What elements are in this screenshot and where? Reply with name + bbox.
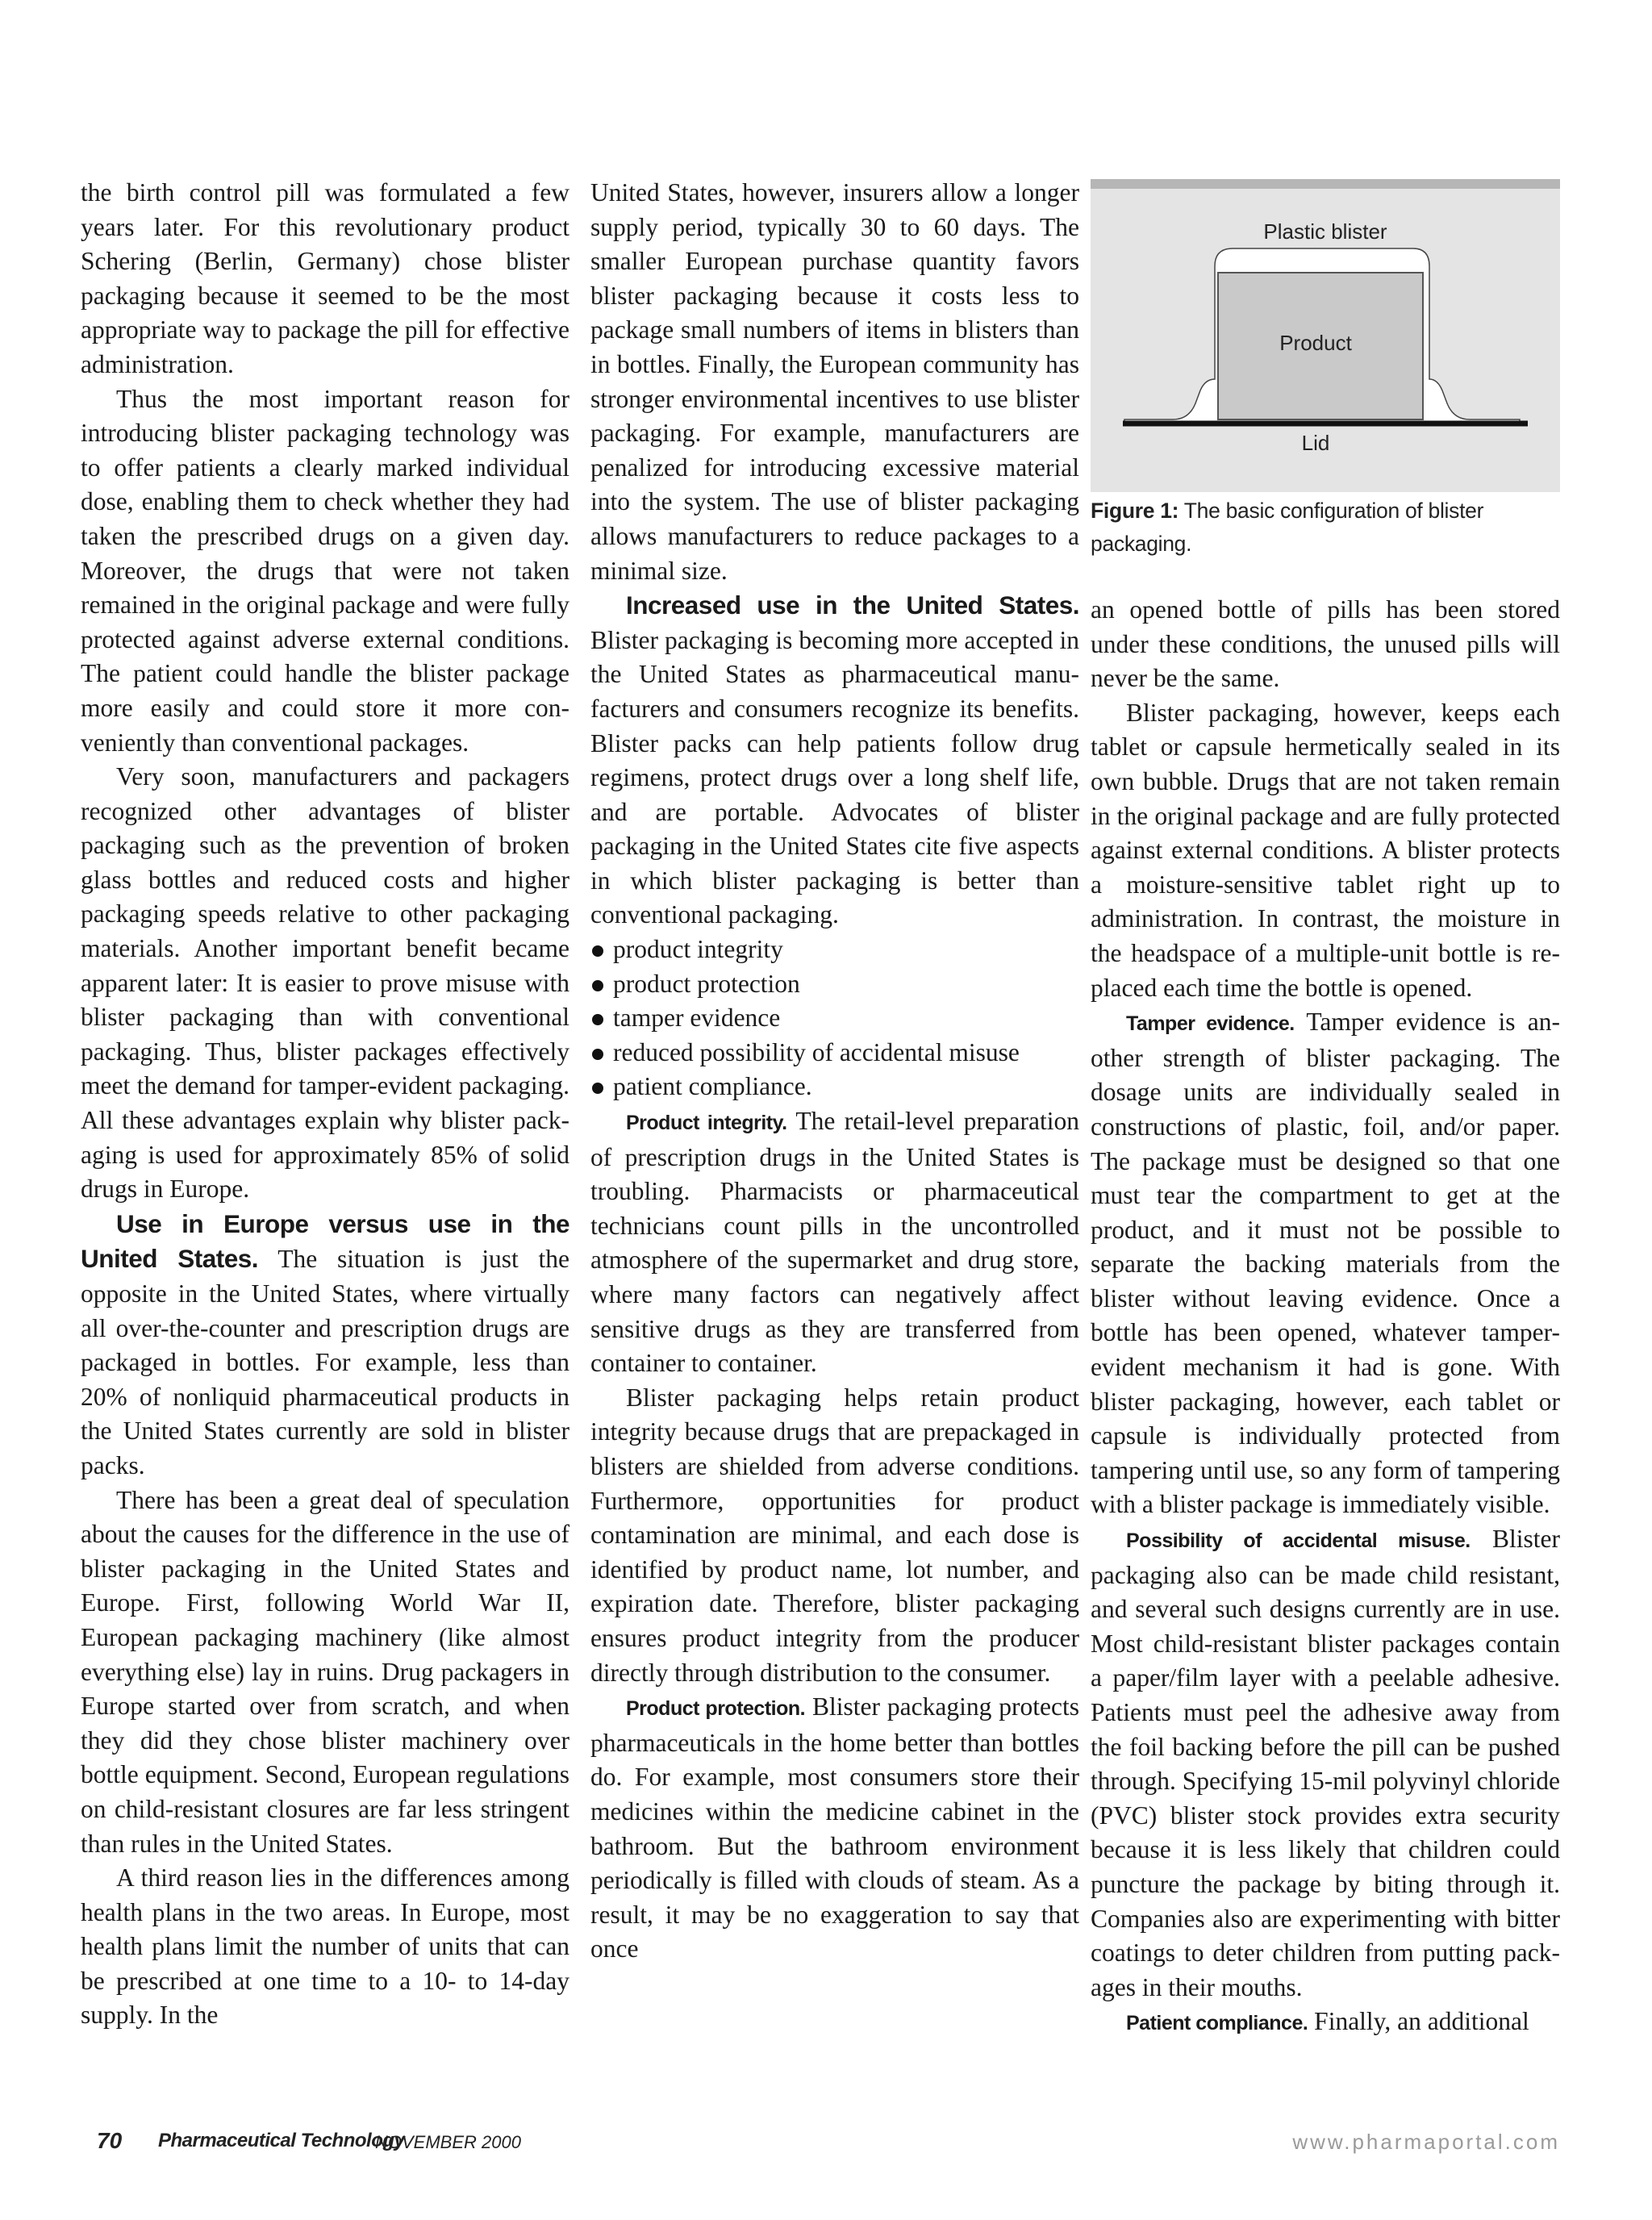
page-footer — [81, 2128, 1560, 2160]
list-item: reduced possibility of accidental misuse — [590, 1036, 1079, 1070]
paragraph: the birth control pill was formulated a few years later. For this revolutionary product Schering (Berlin, Germany) chose blister packaging because it seemed to be the most appropriate way to package the pill for effective administration. — [81, 178, 569, 378]
blister-diagram-svg — [1091, 189, 1560, 492]
page-number: 70 — [97, 2128, 123, 2153]
paragraph-text: Blister packaging protects pharmaceuticals in the home better than bottles do. For example, most consumers store their medicines within the medicine cabinet in the bathroom. But the bathroom environment periodically is filled with clouds of steam. As a result, it may be no exaggeration to say that once — [590, 1692, 1079, 1963]
paragraph-text: Tamper evidence is another strength of blister packaging. The dosage units are individually sealed in constructions of plastic, foil, and/or paper. The package must be designed so that one must tear the compartment to get at the product, and it must not be possible to separate the backing materials from the blister without leaving evidence. Once a bottle has been opened, whatever tamper-evident mechanism it had is gone. With blister packaging, however, each tablet or capsule is individually protected from tampering until use, so any form of tampering with a blister package is immediately visible. — [1091, 1008, 1560, 1519]
caption-label: Figure 1: — [1091, 499, 1179, 523]
label-product: Product — [1279, 331, 1352, 355]
paragraph-text: The retail-level preparation of prescription drugs in the United States is troubling. Pharmacists or pharmaceutical technicians count pills in the uncontrolled atmosphere of the supermarket and drug store, where many factors can negatively affect sensitive drugs as they are transferred from container to container. — [590, 1107, 1079, 1378]
figure-caption — [1091, 494, 1542, 561]
subsection-heading: Product integrity. — [626, 1112, 787, 1135]
subsection-heading: Patient compliance. — [1126, 2012, 1308, 2035]
paragraph-text: The situation is just the opposite in the United States, where virtually all over-the-counter and prescription drugs are packaged in bottles. For example, less than 20% of nonliquid pharmaceutical products in the United States currently are sold in blister packs. — [81, 1245, 570, 1479]
column-3 — [1091, 593, 1560, 2041]
list-item: product integrity — [590, 933, 1079, 967]
paragraph: Blister packaging, however, keeps each tablet or capsule hermetically sealed in its own bubble. Drugs that are not taken remain in the original package and are fully protected against external conditions. A blister protects a moisture-sensitive tablet right up to administration. In contrast, the moisture in the headspace of a multiple-unit bottle is replaced each time the bottle is opened. — [1091, 698, 1560, 1002]
column-2 — [590, 176, 1079, 1967]
section-heading: Use in Europe versus use in the United States. — [81, 1208, 569, 1274]
paragraph-text: Finally, an additional — [1308, 2007, 1529, 2036]
journal-name: Pharmaceutical Technology — [158, 2130, 405, 2151]
paragraph-text: Blister packaging also can be made child resistant, and several such designs currently are in use. Most child-resistant blister packages contain a paper/film layer with a peelable adhesive. Patients must peel the adhesive away from the foil backing before the pill can be pushed through. Specifying 15-mil polyvinyl chloride (PVC) blister stock provides extra security because it is less likely that children could puncture the package by biting through it. Companies also are experimenting with bitter coatings to deter children from putting packages in their mouths. — [1091, 1525, 1560, 2001]
blister-diagram — [1091, 189, 1560, 492]
paragraph — [1091, 1005, 1560, 1522]
figure-top-rule — [1091, 179, 1560, 189]
paragraph: Thus the most important reason for introducing blister packaging technology was to offer patients a clearly marked individual dose, enabling them to check whether they had taken the prescribed drugs on a given day. Moreover, the drugs that were not taken remained in the original package and were fully protected against adverse external conditions. The patient could handle the blister package more easily and could store it more conveniently than conventional packages. — [81, 384, 569, 757]
paragraph-text: Blister packaging is becoming more accepted in the United States as pharmaceutical manufacturers and consumers recognize its benefits. Blister packs can help patients follow drug regimens, protect drugs over a long shelf life, and are portable. Advocates of blister packaging in the United States cite five aspects in which blister packaging is better than conventional packaging. — [590, 625, 1079, 929]
paragraph: United States, however, insurers allow a longer supply period, typically 30 to 60 days. The smaller European purchase quantity favors blister packaging because it costs less to package small numbers of items in blisters than in bottles. Finally, the European community has stronger environmental incentives to use blister packaging. For example, manufacturers are penalized for introducing excessive material into the system. The use of blister packaging allows manufacturers to reduce packages to a minimal size. — [590, 178, 1079, 585]
paragraph — [590, 1104, 1079, 1381]
paragraph — [1091, 1522, 1560, 2005]
column-1 — [81, 176, 569, 2033]
paragraph: Very soon, manufacturers and packagers recognized other advantages of blister packaging such as the prevention of broken glass bottles and reduced costs and higher packaging speeds relative to other packaging materials. Another important benefit became apparent later: It is easier to prove misuse with blister packaging than with conventional packaging. Thus, blister packages effectively meet the demand for tamper-evident packaging. All these advantages explain why blister packaging is used for approximately 85% of solid drugs in Europe. — [81, 762, 569, 1204]
paragraph — [1091, 2005, 1560, 2041]
bullet-list — [590, 933, 1079, 1104]
caption-text: The basic configuration of blister packaging. — [1091, 499, 1484, 556]
paragraph: There has been a great deal of speculation about the causes for the difference in the use of blister packaging in the United States and Europe. First, following World War II, European packaging machinery (like almost everything else) lay in ruins. Drug packagers in Europe started over from scratch, and when they did they chose blister machinery over bottle equipment. Second, European regulations on child-resistant closures are far less stringent than rules in the United States. — [81, 1485, 569, 1858]
list-item: product protection — [590, 967, 1079, 1002]
list-item: patient compliance. — [590, 1070, 1079, 1104]
website-url: www.pharmaportal.com — [1292, 2130, 1560, 2154]
subsection-heading: Possibility of accidental misuse. — [1126, 1529, 1471, 1553]
paragraph — [590, 588, 1079, 933]
paragraph: an opened bottle of pills has been stored under these conditions, the unused pills will never be the same. — [1091, 595, 1560, 693]
label-plastic-blister: Plastic blister — [1263, 219, 1387, 244]
subsection-heading: Product protection. — [626, 1697, 806, 1721]
issue-date: NOVEMBER 2000 — [375, 2132, 521, 2152]
section-heading: Increased use in the United States. — [626, 590, 1079, 620]
paragraph — [590, 1690, 1079, 1967]
list-item: tamper evidence — [590, 1001, 1079, 1036]
paragraph: Blister packaging helps retain product integrity because drugs that are prepackaged in blisters are shielded from adverse conditions. Furthermore, opportunities for product contamination are minimal, and each dose is identified by product name, lot number, and expiration date. Therefore, blister packaging ensures product integrity from the producer directly through distribution to the consumer. — [590, 1383, 1079, 1687]
paragraph — [81, 1207, 569, 1483]
label-lid: Lid — [1301, 431, 1330, 455]
subsection-heading: Tamper evidence. — [1126, 1012, 1295, 1036]
paragraph: A third reason lies in the differences among health plans in the two areas. In Europe, most health plans limit the number of units that can be prescribed at one time to a 10- to 14-day supply. In the — [81, 1863, 569, 2030]
